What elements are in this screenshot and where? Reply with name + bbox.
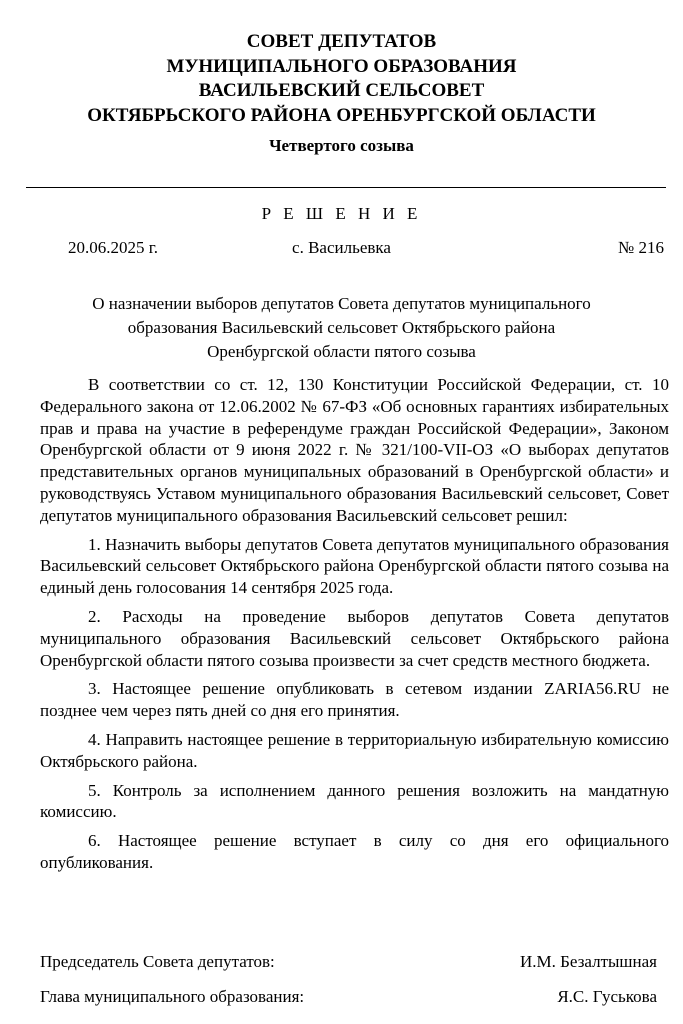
document-body — [40, 374, 669, 874]
document-subject — [40, 292, 643, 364]
decision-item: 3. Настоящее решение опубликовать в сетевом издании ZARIA56.RU не позднее чем через пять дней со дня его принятия. — [40, 679, 669, 721]
decision-item: 5. Контроль за исполнением данного решения возложить на мандатную комиссию. — [40, 780, 669, 822]
signature-name: Я.С. Гуськова — [557, 987, 657, 1006]
decision-item: 4. Направить настоящее решение в территориальную избирательную комиссию Октябрьского района. — [40, 729, 669, 771]
signature-title: Председатель Совета депутатов: — [40, 952, 275, 971]
org-line: ВАСИЛЬЕВСКИЙ СЕЛЬСОВЕТ — [198, 80, 485, 101]
subject-line: О назначении выборов депутатов Совета депутатов муниципального — [92, 294, 591, 313]
organization-header — [0, 30, 683, 128]
signature-row-chairman — [0, 952, 683, 974]
decision-item: 2. Расходы на проведение выборов депутатов Совета депутатов муниципального образования Васильевский сельсовет Октябрьского района Оренбургской области пятого созыва произвести за счет средств местного бюджета. — [40, 606, 669, 670]
decision-item: 1. Назначить выборы депутатов Совета депутатов муниципального образования Васильевский сельсовет Октябрьского района Оренбургской области пятого созыва на единый день голосования 14 сентября 2025 года. — [40, 534, 669, 598]
decision-item: 6. Настоящее решение вступает в силу со дня его официального опубликования. — [40, 831, 669, 872]
preamble-paragraph: В соответствии со ст. 12, 130 Конституции Российской Федерации, ст. 10 Федерального закона от 12.06.2002 № 67-ФЗ «Об основных гарантиях избирательных прав и права на участие в референдуме граждан Российской Федерации», Законом Оренбургской области от 9 июня 2022 г. № 321/100-VII-ОЗ «О выборах депутатов представительных органов муниципальных образований в Оренбургской области» и руководствуясь Уставом муниципального образования Васильевский сельсовет, Совет депутатов муниципального образования Васильевский сельсовет решил: — [40, 375, 669, 525]
document-place: с. Васильевка — [292, 238, 391, 257]
subject-line: Оренбургской области пятого созыва — [207, 342, 476, 361]
document-type: Р Е Ш Е Н И Е — [261, 204, 422, 223]
document-number: № 216 — [618, 238, 664, 257]
org-line: МУНИЦИПАЛЬНОГО ОБРАЗОВАНИЯ — [166, 55, 517, 77]
org-line: ОКТЯБРЬСКОГО РАЙОНА ОРЕНБУРГСКОЙ ОБЛАСТИ — [87, 104, 596, 126]
signature-row-head — [0, 987, 683, 1009]
document-meta-row — [0, 238, 683, 260]
document-date: 20.06.2025 г. — [68, 238, 159, 257]
header-divider — [26, 187, 666, 188]
signature-title: Глава муниципального образования: — [40, 987, 305, 1006]
convocation: Четвертого созыва — [269, 136, 414, 155]
signature-name: И.М. Безалтышная — [520, 952, 657, 971]
subject-line: образования Васильевский сельсовет Октябрьского района — [127, 318, 556, 337]
org-line: СОВЕТ ДЕПУТАТОВ — [246, 31, 437, 52]
